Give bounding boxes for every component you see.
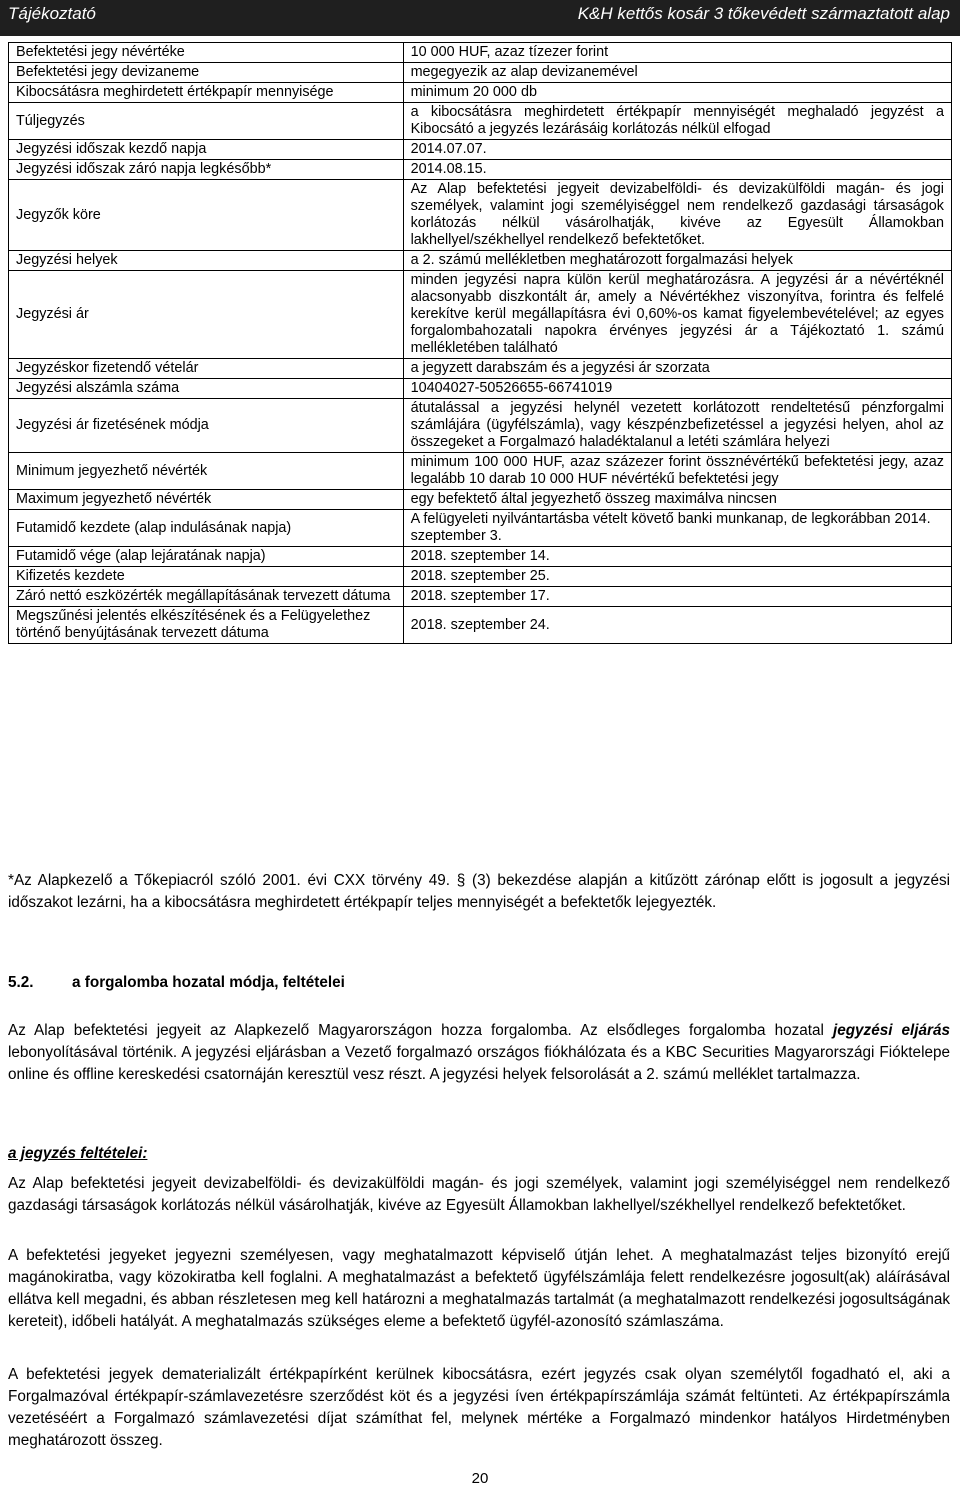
table-row: [9, 83, 952, 103]
section-heading: [8, 972, 950, 994]
row-value: 2014.08.15.: [403, 160, 951, 180]
row-label: Futamidő kezdete (alap indulásának napja): [9, 510, 404, 547]
table-row: [9, 587, 952, 607]
row-label: Jegyzési ár fizetésének módja: [9, 399, 404, 453]
table-row: [9, 180, 952, 251]
table-row: [9, 160, 952, 180]
page-header: [0, 0, 960, 36]
paragraph-distribution: [8, 1020, 950, 1086]
table-row: [9, 140, 952, 160]
table-row: [9, 399, 952, 453]
row-label: Minimum jegyezhető névérték: [9, 453, 404, 490]
table-row: [9, 271, 952, 359]
table-row: [9, 359, 952, 379]
table-row: [9, 567, 952, 587]
p1-text-b: lebonyolításával történik. A jegyzési eljárásban a Vezető forgalmazó országos fiókhálózata és a KBC Securities Magyarországi Fióktelepe online és offline kereskedési csatornáján keresztül vesz részt. A jegyzési helyek felsorolását a 2. számú melléklet tartalmazza.: [8, 1044, 950, 1083]
paragraph-authorization: [8, 1245, 950, 1333]
paragraph-eligibility: [8, 1173, 950, 1217]
row-label: Túljegyzés: [9, 103, 404, 140]
row-value: egy befektető által jegyezhető összeg maximálva nincsen: [403, 490, 951, 510]
row-value: 2018. szeptember 24.: [403, 607, 951, 644]
table-row: [9, 63, 952, 83]
subheading-conditions: [8, 1143, 950, 1165]
row-value: minimum 100 000 HUF, azaz százezer forint össznévértékű befektetési jegy, azaz legalább 10 darab 10 000 HUF névértékű befektetési jegy: [403, 453, 951, 490]
fund-details-table: [8, 42, 952, 644]
row-value: megegyezik az alap devizanemével: [403, 63, 951, 83]
row-value: a 2. számú mellékletben meghatározott forgalmazási helyek: [403, 251, 951, 271]
row-value: a jegyzett darabszám és a jegyzési ár szorzata: [403, 359, 951, 379]
row-label: Jegyzők köre: [9, 180, 404, 251]
row-label: Jegyzési időszak kezdő napja: [9, 140, 404, 160]
row-value: átutalással a jegyzési helynél vezetett korlátozott rendeltetésű pénzforgalmi számlájára (ügyfélszámla), vagy készpénzbefizetéssel a jegyzési helyen, ahol az összegeket a Forgalmazó haladéktalanul a letéti számlára helyezi: [403, 399, 951, 453]
paragraph-dematerialized: [8, 1364, 950, 1452]
row-label: Jegyzési helyek: [9, 251, 404, 271]
row-value: Az Alap befektetési jegyeit devizabelföldi- és devizakülföldi magán- és jogi személyek, valamint jogi személyiséggel nem rendelkező gazdasági társaságok korlátozás nélkül vásárolhatják, kivéve az Egyesült Államokban lakhellyel/székhellyel rendelkező befektetőket.: [403, 180, 951, 251]
row-label: Befektetési jegy névértéke: [9, 43, 404, 63]
row-label: Futamidő vége (alap lejáratának napja): [9, 547, 404, 567]
row-value: 2018. szeptember 17.: [403, 587, 951, 607]
row-label: Maximum jegyezhető névérték: [9, 490, 404, 510]
p3: A befektetési jegyeket jegyezni személyesen, vagy meghatalmazott képviselő útján lehet. A meghatalmazást teljes bizonyító erejű magánokiratba, vagy közokiratba kell foglalni. A meghatalmazást a befektető ügyfélszámlája felett rendelkezésre jogosult(ak) aláírásával ellátva kell megadni, és abban részletesen meg kell határozni a meghatalmazás tartalmát (a meghatalmazott rendelkezési jogosultságának kereteit), időbeli hatályát. A meghatalmazás szükséges eleme a befektető ügyfél-azonosító számlaszáma.: [8, 1247, 950, 1330]
footnote: *Az Alapkezelő a Tőkepiacról szóló 2001. évi CXX törvény 49. § (3) bekezdése alapján a kitűzött zárónap előtt is jogosult a jegyzési időszakot lezárni, ha a kibocsátásra meghirdetett értékpapír teljes mennyiségét a befektetők lejegyezték.: [8, 872, 950, 911]
row-label: Jegyzéskor fizetendő vételár: [9, 359, 404, 379]
row-label: Záró nettó eszközérték megállapításának tervezett dátuma: [9, 587, 404, 607]
table-row: [9, 607, 952, 644]
row-value: 10 000 HUF, azaz tízezer forint: [403, 43, 951, 63]
table-row: [9, 510, 952, 547]
row-label: Jegyzési ár: [9, 271, 404, 359]
row-value: 10404027-50526655-66741019: [403, 379, 951, 399]
table-row: [9, 453, 952, 490]
p4: A befektetési jegyek dematerializált értékpapírként kerülnek kibocsátásra, ezért jegyzés csak olyan személytől fogadható el, aki a Forgalmazóval értékpapír-számlavezetésre szerződést köt és a jegyzési íven értékpapírszámlája számát feltünteti. Az értékpapírszámla vezetéséért a Forgalmazó számlavezetési díjat számíthat fel, melynek mértéke a Forgalmazó mindenkor hatályos Hirdetményben meghatározott összeg.: [8, 1366, 950, 1449]
header-left-title: Tájékoztató: [8, 4, 96, 23]
table-row: [9, 103, 952, 140]
p1-emphasis: jegyzési eljárás: [832, 1022, 950, 1039]
table-row: [9, 43, 952, 63]
subheading: a jegyzés feltételei:: [8, 1145, 148, 1162]
table-row: [9, 379, 952, 399]
row-value: A felügyeleti nyilvántartásba vételt követő banki munkanap, de legkorábban 2014. szeptember 3.: [403, 510, 951, 547]
row-value: 2018. szeptember 14.: [403, 547, 951, 567]
p2: Az Alap befektetési jegyeit devizabelföldi- és devizakülföldi magán- és jogi személyek, valamint jogi személyiséggel nem rendelkező gazdasági társaságok korlátozás nélkül vásárolhatják, kivéve az Egyesült Államokban lakhellyel/székhellyel rendelkező befektetőket.: [8, 1175, 950, 1214]
p1-text-a: Az Alap befektetési jegyeit az Alapkezelő Magyarországon hozza forgalomba. Az elsődleges forgalomba hozatal: [8, 1022, 833, 1039]
page-number: 20: [471, 1470, 489, 1487]
section-title: a forgalomba hozatal módja, feltételei: [72, 974, 345, 991]
header-fund-name: K&H kettős kosár 3 tőkevédett származtatott alap: [577, 4, 950, 23]
row-label: Kifizetés kezdete: [9, 567, 404, 587]
table-row: [9, 547, 952, 567]
row-label: Befektetési jegy devizaneme: [9, 63, 404, 83]
row-value: 2018. szeptember 25.: [403, 567, 951, 587]
section-number: 5.2.: [8, 974, 34, 991]
fund-details-table-body: [9, 43, 952, 644]
row-value: minden jegyzési napra külön kerül meghatározásra. A jegyzési ár a névértéknél alacsonyabb diszkontált ár, amely a Névértékhez viszonyítva, forintra és felfelé kerekítve kerül megállapításra évi 0,60%-os kamat figyelembevételével; az egyes forgalombahozatali napokra érvényes jegyzési ár a Tájékoztató 1. számú mellékletében található: [403, 271, 951, 359]
row-value: 2014.07.07.: [403, 140, 951, 160]
row-label: Megszűnési jelentés elkészítésének és a Felügyelethez történő benyújtásának tervezett dátuma: [9, 607, 404, 644]
table-row: [9, 251, 952, 271]
row-label: Jegyzési időszak záró napja legkésőbb*: [9, 160, 404, 180]
row-value: minimum 20 000 db: [403, 83, 951, 103]
table-row: [9, 490, 952, 510]
row-label: Kibocsátásra meghirdetett értékpapír mennyisége: [9, 83, 404, 103]
row-value: a kibocsátásra meghirdetett értékpapír mennyiségét meghaladó jegyzést a Kibocsátó a jegyzés lezárásáig korlátozás nélkül elfogad: [403, 103, 951, 140]
row-label: Jegyzési alszámla száma: [9, 379, 404, 399]
section-5-2: [8, 972, 950, 994]
